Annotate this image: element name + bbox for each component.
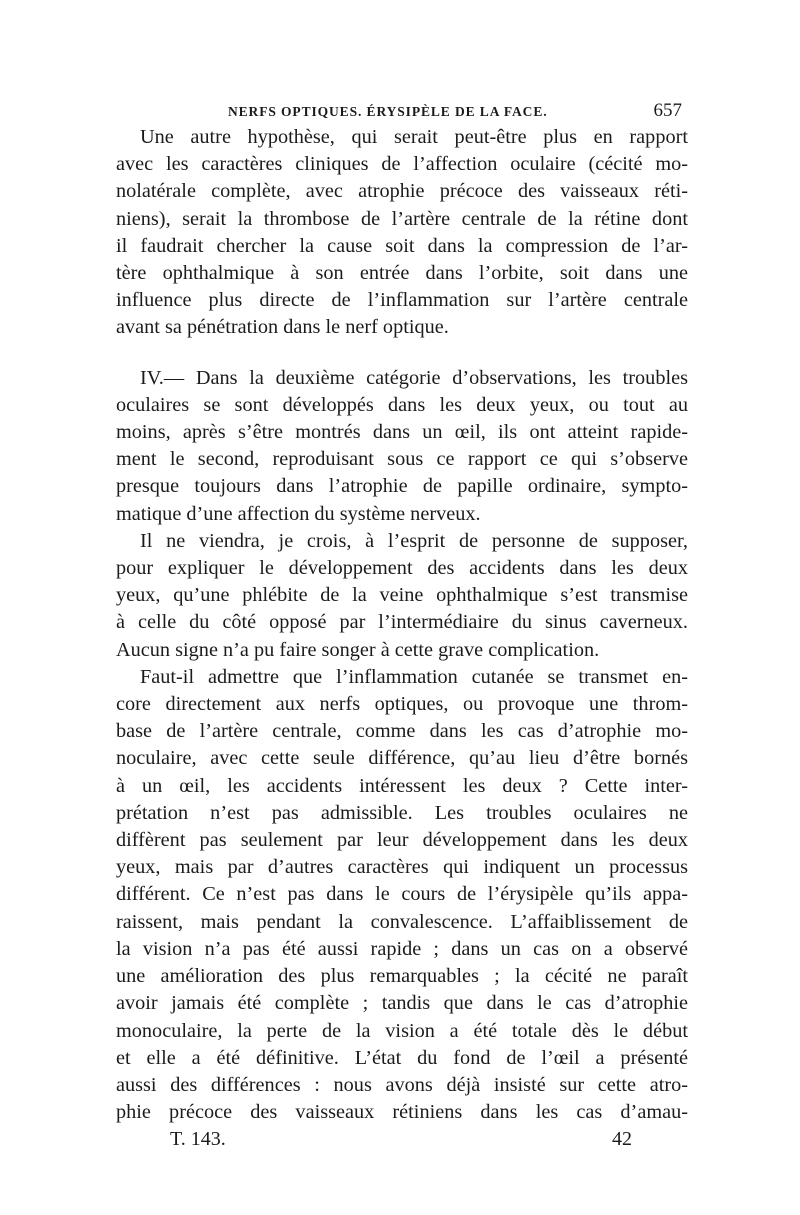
text-line: aussi des différences : nous avons déjà insisté sur cette atro- xyxy=(116,1073,688,1096)
text-line: avec les caractères cliniques de l’affection oculaire (cécité mo- xyxy=(116,153,688,176)
text-line: yeux, mais par d’autres caractères qui indiquent un processus xyxy=(116,856,688,879)
running-head xyxy=(116,100,688,124)
text-line: diffèrent pas seulement par leur développement dans les deux xyxy=(116,829,688,852)
text-line: Il ne viendra, je crois, à l’esprit de personne de supposer, xyxy=(140,529,688,552)
signature-number: 42 xyxy=(612,1128,632,1150)
text-line: différent. Ce n’est pas dans le cours de l’érysipèle qu’ils appa- xyxy=(116,883,688,906)
text-line: ment le second, reproduisant sous ce rapport ce qui s’observe xyxy=(116,448,688,471)
text-line: prétation n’est pas admissible. Les troubles oculaires ne xyxy=(116,801,688,824)
paragraph-section-iv xyxy=(116,365,688,528)
text-line: influence plus directe de l’inflammation sur l’artère centrale xyxy=(116,289,688,312)
text-line: raissent, mais pendant la convalescence. L’affaiblissement de xyxy=(116,910,688,933)
text-line: avoir jamais été complète ; tandis que dans le cas d’atrophie xyxy=(116,992,688,1015)
text-line: presque toujours dans l’atrophie de papille ordinaire, sympto- xyxy=(116,475,688,498)
text-line: core directement aux nerfs optiques, ou provoque une throm- xyxy=(116,693,688,716)
text-line: nolatérale complète, avec atrophie précoce des vaisseaux réti- xyxy=(116,180,688,203)
page-footer xyxy=(116,1122,688,1152)
text-line: oculaires se sont développés dans les deux yeux, ou tout au xyxy=(116,393,688,416)
text-line: matique d’une affection du système nerveux. xyxy=(116,502,481,525)
body-text xyxy=(116,124,688,1126)
text-line: base de l’artère centrale, comme dans les cas d’atrophie mo- xyxy=(116,720,688,743)
signature-volume: T. 143. xyxy=(170,1128,226,1150)
paragraph-cutaneous-inflammation xyxy=(116,664,688,1126)
text-line: moins, après s’être montrés dans un œil, ils ont atteint rapide- xyxy=(116,421,688,444)
text-line: monoculaire, la perte de la vision a été totale dès le début xyxy=(116,1019,688,1042)
text-line: il faudrait chercher la cause soit dans la compression de l’ar- xyxy=(116,234,688,257)
text-line: pour expliquer le développement des accidents dans les deux xyxy=(116,557,688,580)
paragraph-thrombosis-hypothesis xyxy=(116,124,688,342)
text-line: et elle a été définitive. L’état du fond de l’œil a présenté xyxy=(116,1046,688,1069)
text-line: avant sa pénétration dans le nerf optique. xyxy=(116,316,449,339)
text-line: yeux, qu’une phlébite de la veine ophthalmique s’est transmise xyxy=(116,584,688,607)
text-line: la vision n’a pas été aussi rapide ; dans un cas on a observé xyxy=(116,937,688,960)
running-title: NERFS OPTIQUES. ÉRYSIPÈLE DE LA FACE. xyxy=(228,104,548,119)
text-line: tère ophthalmique à son entrée dans l’orbite, soit dans une xyxy=(116,262,688,285)
text-line: niens), serait la thrombose de l’artère centrale de la rétine dont xyxy=(116,207,688,230)
text-line: noculaire, avec cette seule différence, qu’au lieu d’être bornés xyxy=(116,747,688,770)
text-line: à un œil, les accidents intéressent les deux ? Cette inter- xyxy=(116,774,688,797)
text-line: IV.— Dans la deuxième catégorie d’observations, les troubles xyxy=(140,366,688,389)
page-number: 657 xyxy=(653,100,682,121)
text-line: Aucun signe n’a pu faire songer à cette grave complication. xyxy=(116,638,600,661)
text-line: une amélioration des plus remarquables ; la cécité ne paraît xyxy=(116,965,688,988)
text-line: phie précoce des vaisseaux rétiniens dans les cas d’amau- xyxy=(116,1101,688,1124)
paragraph-phlebitis xyxy=(116,528,688,664)
text-line: Faut-il admettre que l’inflammation cutanée se transmet en- xyxy=(140,665,688,688)
text-line: à celle du côté opposé par l’intermédiaire du sinus caverneux. xyxy=(116,611,688,634)
section-gap xyxy=(116,342,688,365)
text-line: Une autre hypothèse, qui serait peut-être plus en rapport xyxy=(140,126,688,148)
